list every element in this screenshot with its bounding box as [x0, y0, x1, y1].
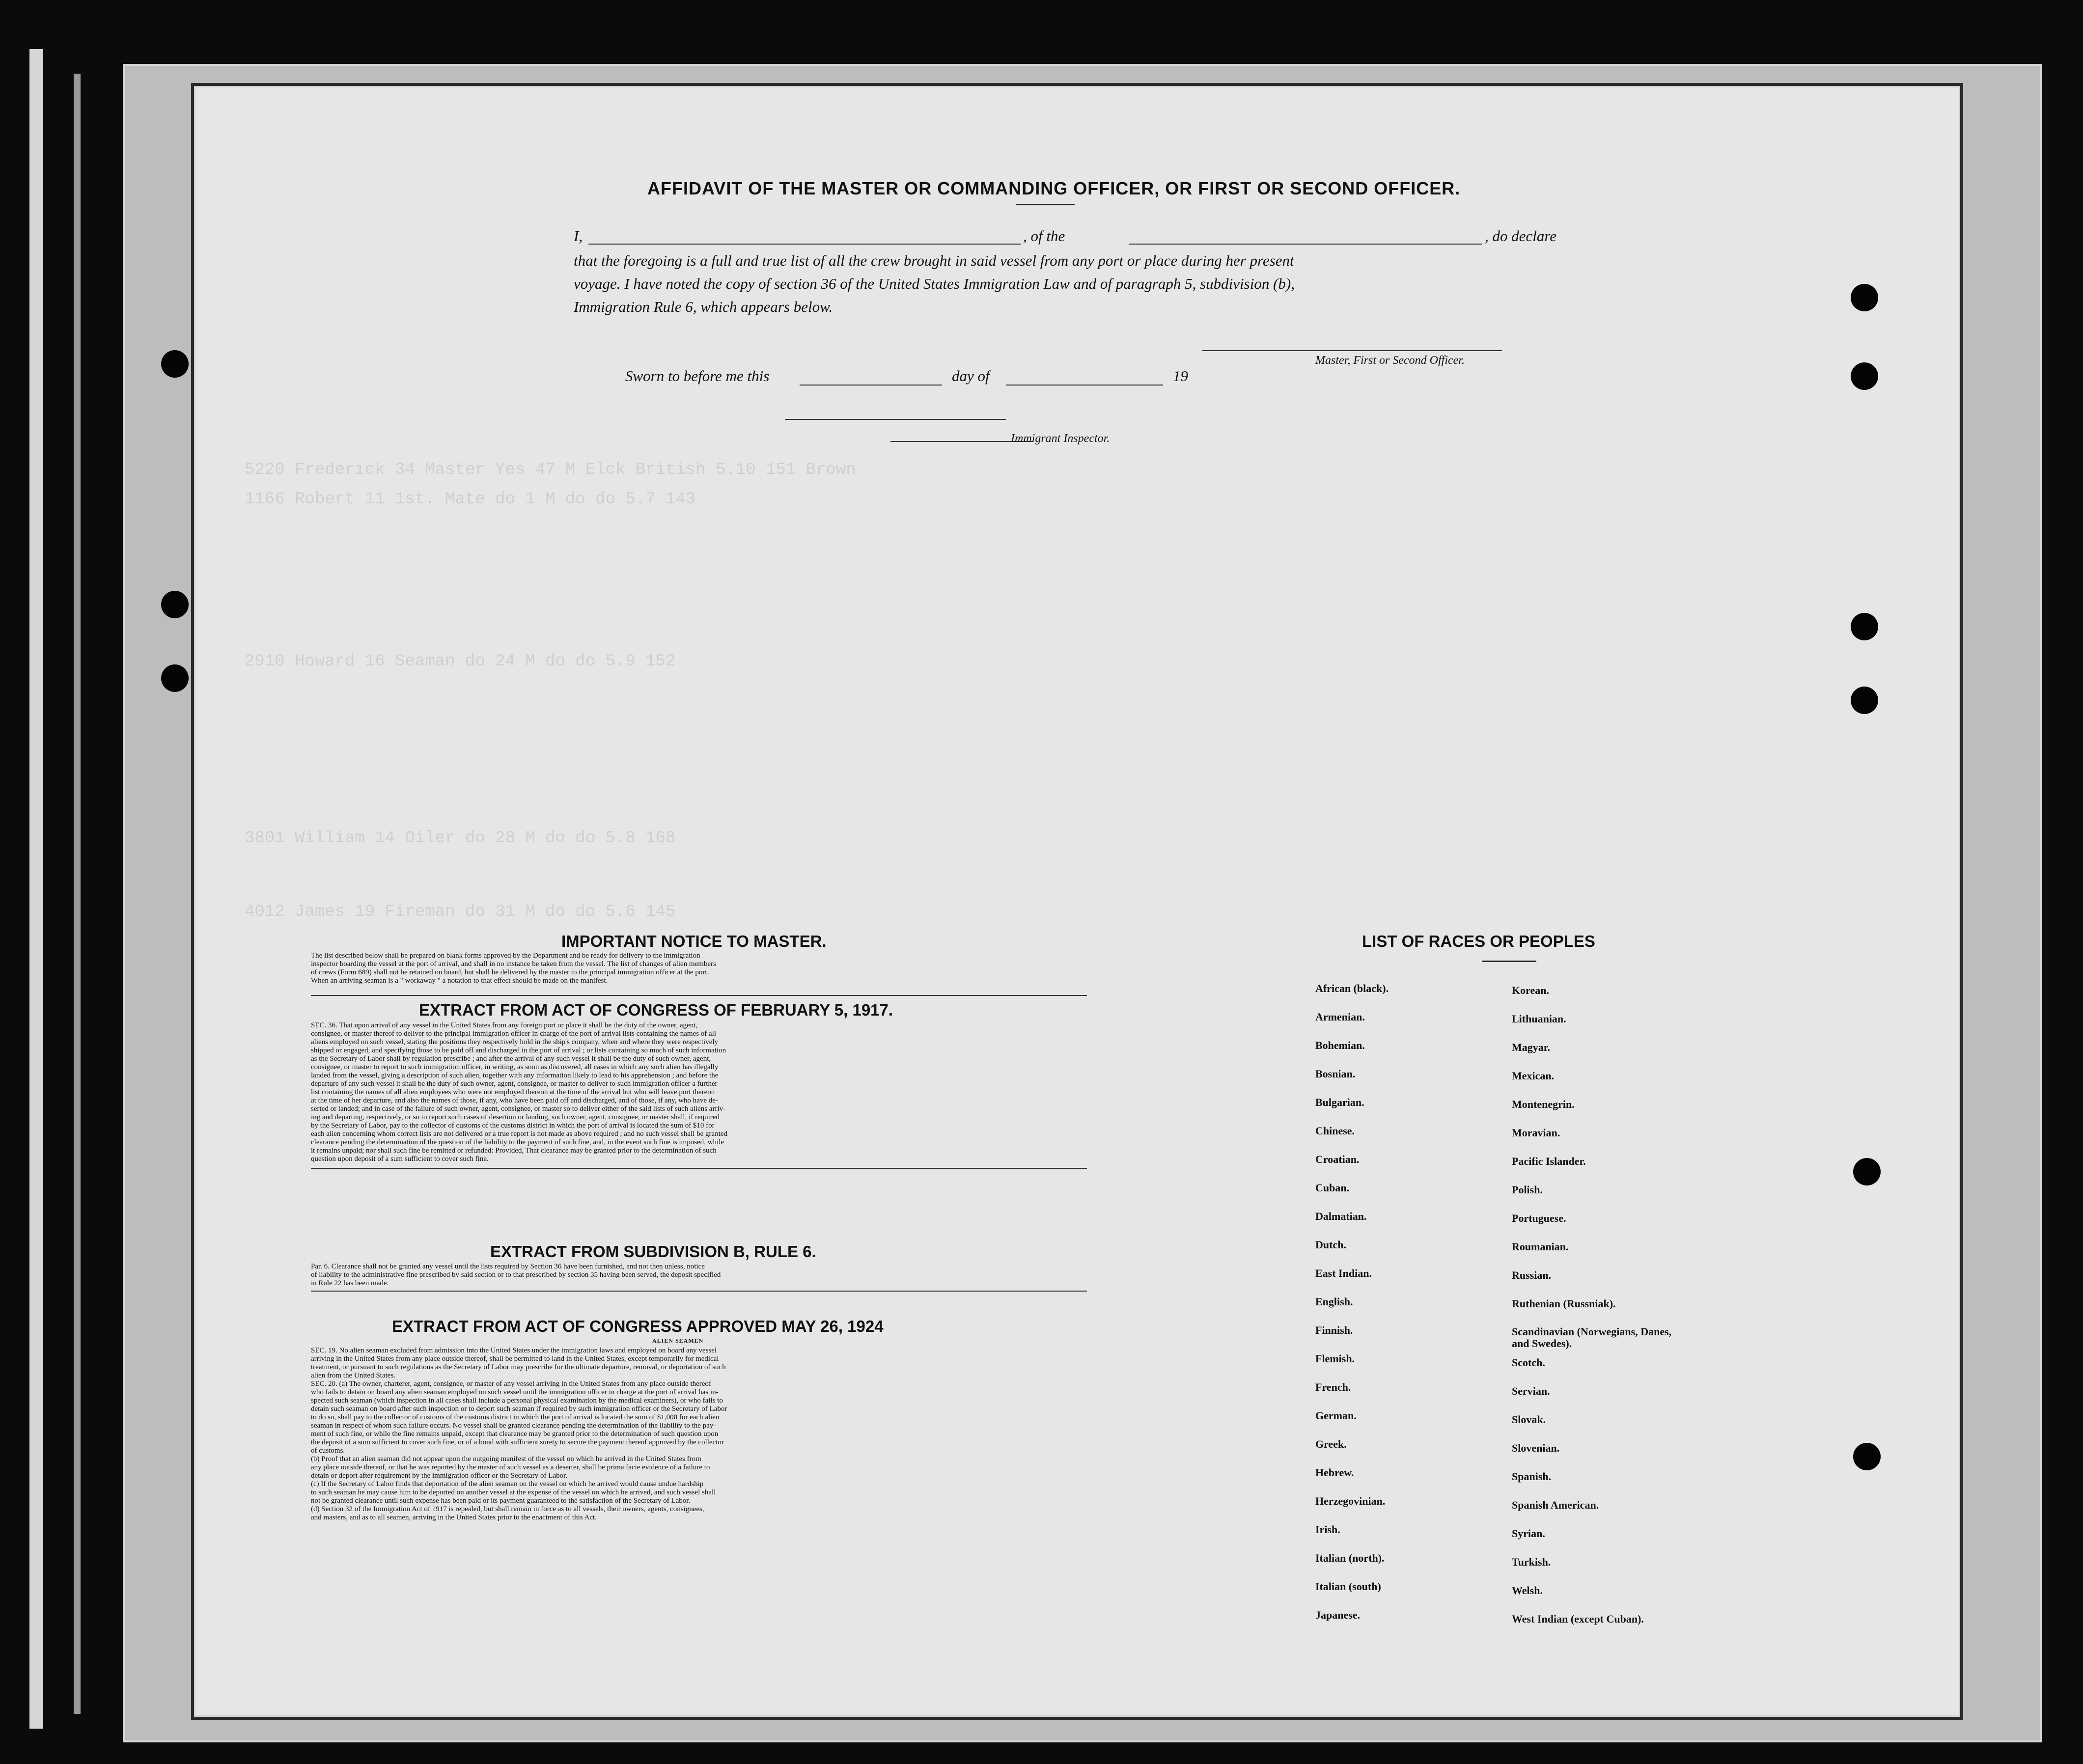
race-item: Croatian. [1315, 1153, 1360, 1165]
race-item: Slovenian. [1512, 1442, 1560, 1454]
punch-hole [1851, 284, 1878, 311]
race-item: Pacific Islander. [1512, 1155, 1586, 1167]
name-blank-line [588, 244, 1021, 245]
sworn-year: 19 [1173, 367, 1188, 385]
race-item: Montenegrin. [1512, 1098, 1575, 1110]
punch-hole [161, 350, 189, 378]
race-item: Syrian. [1512, 1527, 1545, 1540]
race-item: Spanish. [1512, 1470, 1552, 1483]
race-item: Scandinavian (Norwegians, Danes, and Swedes). [1512, 1325, 1672, 1350]
affidavit-declare: , do declare [1485, 227, 1557, 245]
sworn-prefix: Sworn to before me this [625, 367, 770, 385]
race-item: Spanish American. [1512, 1499, 1599, 1511]
race-item: West Indian (except Cuban). [1512, 1613, 1644, 1625]
race-item: Greek. [1315, 1438, 1347, 1450]
notice-rule [311, 995, 1087, 996]
bleed-through-text: 1166 Robert 11 1st. Mate do 1 M do do 5.7 143 [245, 490, 696, 509]
extract-1917-rule [311, 1168, 1087, 1169]
race-item: Italian (south) [1315, 1580, 1381, 1593]
bleed-through-text: 2910 Howard 16 Seaman do 24 M do do 5.9 152 [245, 652, 676, 671]
race-item: Korean. [1512, 984, 1549, 996]
notice-title: IMPORTANT NOTICE TO MASTER. [561, 932, 827, 950]
race-item: Armenian. [1315, 1011, 1365, 1023]
sworn-month-line [1006, 385, 1163, 386]
notice-text: The list described below shall be prepared on blank forms approved by the Department and be ready for delivery to the immigration inspector boarding the vessel at the port of arrival, and shall in no instance be taken from the vessel. The list of changes of alien members of crews (Form 689) shall not be retained on board, but shall be delivered by the master to the principal immigration officer at the port. When an arriving seaman is a " workaway " a notation to that effect should be made on the manifest. [311, 952, 716, 985]
race-item: Turkish. [1512, 1556, 1551, 1568]
inspector-label: Immigrant Inspector. [1011, 432, 1110, 445]
vessel-blank-line [1129, 244, 1482, 245]
race-item: Roumanian. [1512, 1240, 1569, 1253]
race-item: Finnish. [1315, 1324, 1353, 1336]
binding-edge-2 [74, 74, 81, 1714]
extract-rule6-title: EXTRACT FROM SUBDIVISION B, RULE 6. [490, 1242, 816, 1261]
bleed-through-text: 3801 William 14 Oiler do 28 M do do 5.8 168 [245, 829, 676, 848]
title-rule [1016, 204, 1075, 205]
extract-1924-title: EXTRACT FROM ACT OF CONGRESS APPROVED MAY 26, 1924 [392, 1317, 884, 1335]
race-item: Portuguese. [1512, 1212, 1566, 1224]
punch-hole [1853, 1443, 1881, 1470]
affidavit-name-prefix: I, [574, 227, 583, 245]
race-item: Bosnian. [1315, 1068, 1356, 1080]
race-item: Ruthenian (Russniak). [1512, 1297, 1616, 1310]
race-item: East Indian. [1315, 1267, 1372, 1279]
extract-1924-text: SEC. 19. No alien seaman excluded from admission into the United States under the immigration laws and employed on board any vessel arriving in the United States from any place outside thereof, shall be permitted to land in the United States, except temporarily for medical treatment, or pursuant to such regulations as the Secretary of Labor may prescribe for the ultimate departure, removal, or deportation of such alien from the United States. SEC. 20. (a) The owner, charterer, agent, consignee, or master of any vessel arriving in the United States from any place outside thereof who fails to detain on board any alien seaman employed on such vessel until the immigration officer in charge at the port of arrival has in- spected such seaman (which inspection in all cases shall include a personal physical examination by the medical examiners), or who fails to detain such seaman on board after such inspection or to deport such seaman if required by such immigration officer or the Secretary of Labor to do so, shall pay to the collector of customs of the customs district in which the port of arrival is located the sum of $1,000 for each alien seaman in respect of whom such failure occurs. No vessel shall be granted clearance pending the determination of the liability to the pay- ment of such fine, or while the fine remains unpaid, except that clearance may be granted prior to the determination of such question upon the deposit of a sum sufficient to cover such fine, or of a bond with sufficient surety to secure the payment thereof approved by the collector of customs. (b) Proof that an alien seaman did not appear upon the outgoing manifest of the vessel on which he arrived in the United States from any place outside thereof, or that he was reported by the master of such vessel as a deserter, shall be prima facie evidence of a failure to detain or deport after requirement by the immigration officer or the Secretary of Labor. (c) If the Secretary of Labor finds that deportation of the alien seaman on the vessel on which he arrived would cause undue hardship to such seaman he may cause him to be deported on another vessel at the expense of the vessel on which he arrived, and such vessel shall not be granted clearance until such expense has been paid or its payment guaranteed to the satisfaction of the Secretary of Labor. (d) Section 32 of the Immigration Act of 1917 is repealed, but shall remain in force as to all vessels, their owners, agents, consignees, and masters, and as to all seamen, arriving in the United States prior to the enactment of this Act. [311, 1347, 727, 1521]
extract-1917-title: EXTRACT FROM ACT OF CONGRESS OF FEBRUARY 5, 1917. [419, 1001, 893, 1019]
sworn-day-of: day of [952, 367, 990, 385]
affidavit-vessel-prefix: , of the [1023, 227, 1065, 245]
inspector-line-1 [785, 419, 1006, 420]
race-item: Slovak. [1512, 1413, 1546, 1426]
race-item: Moravian. [1512, 1127, 1560, 1139]
race-item: Servian. [1512, 1385, 1550, 1397]
race-item: Dutch. [1315, 1239, 1346, 1251]
race-item: Japanese. [1315, 1609, 1361, 1621]
race-item: Flemish. [1315, 1352, 1355, 1365]
affidavit-title: AFFIDAVIT OF THE MASTER OR COMMANDING OFFICER, OR FIRST OR SECOND OFFICER. [647, 178, 1461, 198]
race-item: Cuban. [1315, 1182, 1350, 1194]
bleed-through-text: 4012 James 19 Fireman do 31 M do do 5.6 145 [245, 903, 676, 921]
race-item: Irish. [1315, 1523, 1340, 1536]
race-item: Hebrew. [1315, 1466, 1354, 1479]
master-signature-label: Master, First or Second Officer. [1315, 354, 1465, 367]
race-item: Russian. [1512, 1269, 1552, 1281]
extract-rule6-rule [311, 1291, 1087, 1292]
race-item: French. [1315, 1381, 1351, 1393]
signature-line [1202, 350, 1502, 351]
race-item: Bohemian. [1315, 1039, 1365, 1051]
race-item: English. [1315, 1295, 1353, 1308]
race-item: German. [1315, 1409, 1357, 1422]
race-item: Chinese. [1315, 1125, 1355, 1137]
affidavit-line-2: that the foregoing is a full and true list of all the crew brought in said vessel from any port or place during her present [574, 252, 1294, 269]
binding-edge [29, 49, 43, 1729]
race-item: Bulgarian. [1315, 1096, 1364, 1108]
punch-hole [1851, 687, 1878, 714]
affidavit-line-3: voyage. I have noted the copy of section 36 of the United States Immigration Law and of paragraph 5, subdivision (b), [574, 275, 1295, 292]
race-item: Scotch. [1512, 1356, 1545, 1369]
punch-hole [1851, 362, 1878, 390]
race-item: Polish. [1512, 1184, 1543, 1196]
extract-rule6-text: Par. 6. Clearance shall not be granted any vessel until the lists required by Section 36 have been furnished, and not then unless, notice of liability to the administrative fine prescribed by said section or to that prescribed by section 35 having been served, the deposit specified in Rule 22 has been made. [311, 1263, 721, 1287]
race-item: Lithuanian. [1512, 1013, 1566, 1025]
bleed-through-text: 5220 Frederick 34 Master Yes 47 M Elck British 5.10 151 Brown [245, 461, 856, 479]
alien-seamen-subheader: ALIEN SEAMEN [652, 1337, 704, 1344]
races-title: LIST OF RACES OR PEOPLES [1362, 932, 1595, 950]
sworn-day-line [800, 385, 942, 386]
punch-hole [1853, 1158, 1881, 1185]
race-item: African (black). [1315, 982, 1389, 994]
race-item: Magyar. [1512, 1041, 1551, 1053]
race-item: Italian (north). [1315, 1552, 1385, 1564]
punch-hole [161, 664, 189, 692]
race-item: Mexican. [1512, 1070, 1555, 1082]
punch-hole [161, 591, 189, 618]
crew-list-reverse-page [194, 86, 1960, 1717]
extract-1917-text: SEC. 36. That upon arrival of any vessel in the United States from any foreign port or place it shall be the duty of the owner, agent, consignee, or master thereof to deliver to the principal immigration officer in charge of the port of arrival lists containing the names of all aliens employed on such vessel, stating the positions they respectively hold in the ship's company, when and where they were respectively shipped or engaged, and specifying those to be paid off and discharged in the port of arrival ; or lists containing so much of such information as the Secretary of Labor shall by regulation prescribe ; and after the arrival of any such vessel it shall be the duty of such owner, agent, consignee, or master to report to such immigration officer, in writing, as soon as discovered, all cases in which any such alien has illegally landed from the vessel, giving a description of such alien, together with any information likely to lead to his apprehension ; and before the departure of any such vessel it shall be the duty of such owner, agent, consignee, or master to deliver to such immigration officer a further list containing the names of all alien employees who were not employed thereon at the time of the arrival but who will leave port thereon at the time of her departure, and also the names of those, if any, who have been paid off and discharged, and of those, if any, who have de- serted or landed; and in case of the failure of such owner, agent, consignee, or master so to deliver either of the said lists of such aliens arriv- ing and departing, respectively, or so to report such cases of desertion or landing, such owner, agent, consignee, or master shall, if required by the Secretary of Labor, pay to the collector of customs of the customs district in which the port of arrival is located the sum of $10 for each alien concerning whom correct lists are not delivered or a true report is not made as above required ; and no such vessel shall be granted clearance pending the determination of the question of the liability to the payment of such fine, and, in the event such fine is imposed, while it remains unpaid; nor shall such fine be remitted or refunded: Provided, That clearance may be granted prior to the determination of such question upon deposit of a sum sufficient to cover such fine. [311, 1021, 728, 1163]
race-item: Dalmatian. [1315, 1210, 1367, 1222]
punch-hole [1851, 613, 1878, 640]
race-item: Herzegovinian. [1315, 1495, 1386, 1507]
race-item: Welsh. [1512, 1584, 1543, 1597]
races-rule [1482, 961, 1536, 962]
affidavit-line-4: Immigration Rule 6, which appears below. [574, 298, 833, 315]
